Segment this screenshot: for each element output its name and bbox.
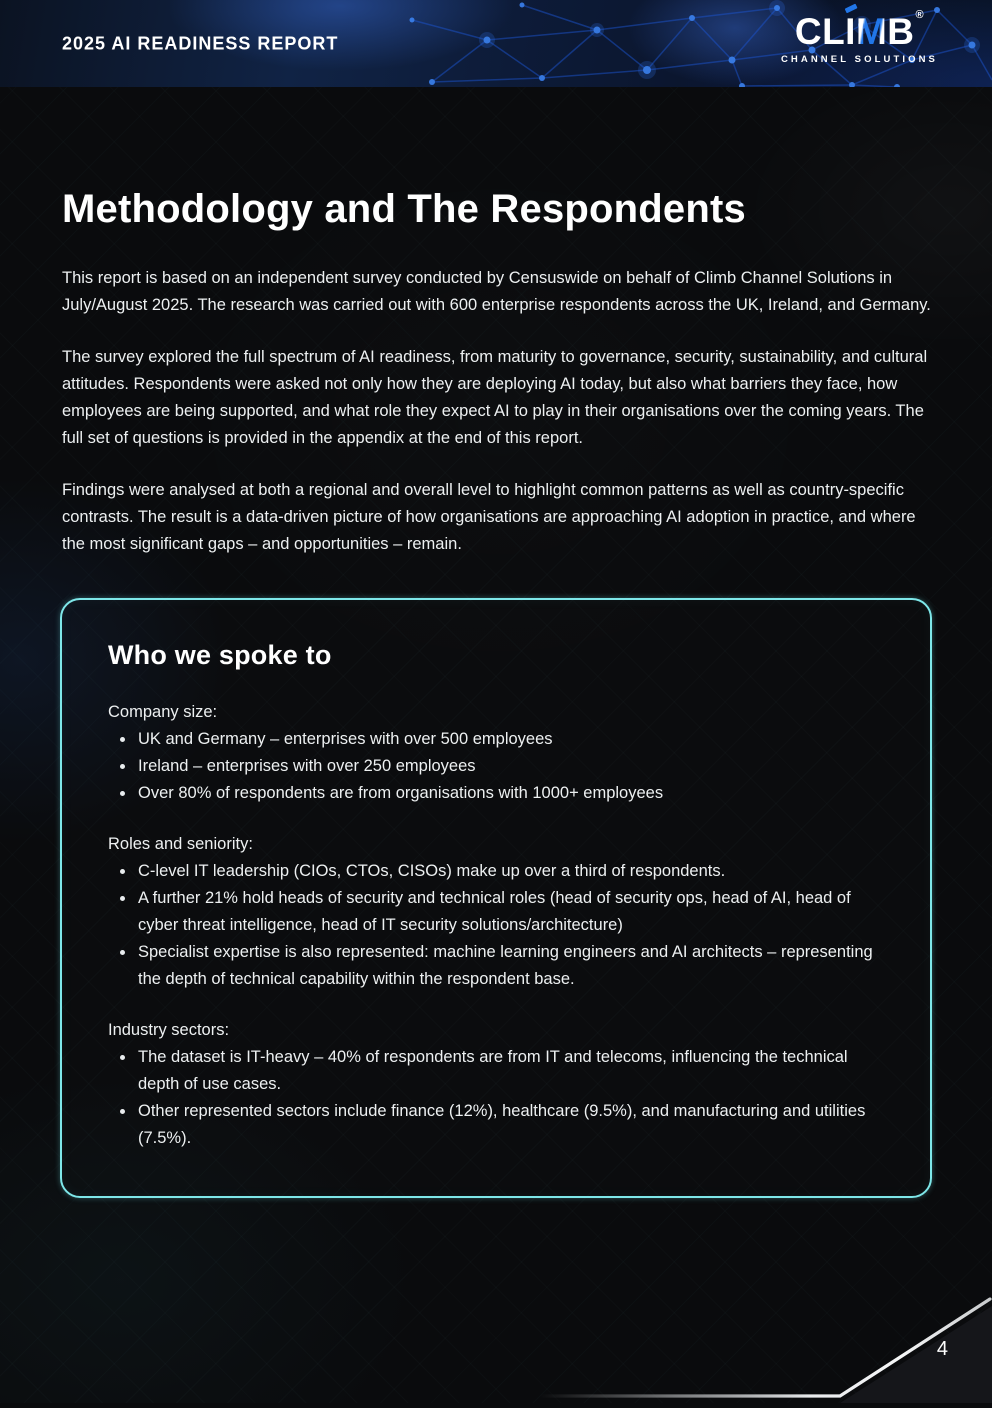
list-item-text: Specialist expertise is also represented: machine learning engineers and AI architects – representing the depth of technical capability within the respondent base. [138, 943, 873, 988]
list-item [108, 939, 884, 993]
corner-line-decoration [532, 1278, 992, 1403]
list-item [108, 780, 884, 807]
list-item-text: Ireland – enterprises with over 250 employees [138, 757, 476, 775]
list-item [108, 1044, 884, 1098]
header-bar [0, 0, 992, 87]
section-company-size [108, 699, 884, 807]
logo-wordmark [794, 9, 925, 52]
company-size-list [108, 726, 884, 807]
section-roles-seniority [108, 831, 884, 993]
industry-sectors-list [108, 1044, 884, 1152]
intro-paragraph-3: Findings were analysed at both a regional and overall level to highlight common patterns as well as country-specific contrasts. The result is a data-driven picture of how organisations are approaching AI adoption in practice, and where the most significant gaps – and opportunities – remain. [62, 481, 916, 553]
bullet-icon [120, 950, 125, 955]
list-item [108, 1098, 884, 1152]
bullet-icon [120, 1109, 125, 1114]
list-item-text: C-level IT leadership (CIOs, CTOs, CISOs) make up over a third of respondents. [138, 862, 726, 880]
section-label: Roles and seniority: [108, 835, 253, 853]
bullet-icon [120, 737, 125, 742]
logo-text-i: I [845, 13, 856, 50]
list-item [108, 858, 884, 885]
list-item-text: Other represented sectors include finance (12%), healthcare (9.5%), and manufacturing and utilities (7.5%). [138, 1102, 866, 1147]
section-industry-sectors [108, 1017, 884, 1152]
bullet-icon [120, 1055, 125, 1060]
page-number: 4 [936, 1338, 948, 1360]
roles-seniority-list [108, 858, 884, 993]
bullet-icon [120, 791, 125, 796]
page-content [62, 150, 934, 1198]
page-title: Methodology and The Respondents [62, 187, 746, 231]
who-we-spoke-to-box [60, 598, 932, 1198]
intro-paragraph-2: The survey explored the full spectrum of AI readiness, from maturity to governance, security, sustainability, and cultural attitudes. Respondents were asked not only how they are deploying AI today, but also what barriers they face, how employees are being supported, and what role they expect AI to play in their organisations over the coming years. The full set of questions is provided in the appendix at the end of this report. [62, 348, 928, 447]
list-item-text: A further 21% hold heads of security and technical roles (head of security ops, head of AI, head of cyber threat intelligence, head of IT security solutions/architecture) [138, 889, 851, 934]
bullet-icon [120, 896, 125, 901]
list-item [108, 753, 884, 780]
logo-text-cl: CL [794, 11, 846, 52]
intro-paragraph-1: This report is based on an independent survey conducted by Censuswide on behalf of Climb Channel Solutions in July/August 2025. The research was carried out with 600 enterprise respondents across the UK, Ireland, and Germany. [62, 269, 931, 314]
section-label: Industry sectors: [108, 1021, 230, 1039]
logo-text-b: B [887, 11, 915, 52]
bullet-icon [120, 764, 125, 769]
box-title: Who we spoke to [108, 640, 332, 670]
list-item [108, 726, 884, 753]
bullet-icon [120, 869, 125, 874]
logo-text-m: M [855, 11, 888, 52]
climb-logo [780, 9, 938, 65]
report-title: 2025 AI READINESS REPORT [62, 33, 339, 53]
logo-subtitle: CHANNEL SOLUTIONS [780, 54, 938, 65]
list-item-text: The dataset is IT-heavy – 40% of respondents are from IT and telecoms, influencing the technical depth of use cases. [138, 1048, 848, 1093]
list-item-text: UK and Germany – enterprises with over 500 employees [138, 730, 553, 748]
section-label: Company size: [108, 703, 218, 721]
list-item-text: Over 80% of respondents are from organisations with 1000+ employees [138, 784, 664, 802]
registered-mark: ® [915, 9, 925, 21]
list-item [108, 885, 884, 939]
